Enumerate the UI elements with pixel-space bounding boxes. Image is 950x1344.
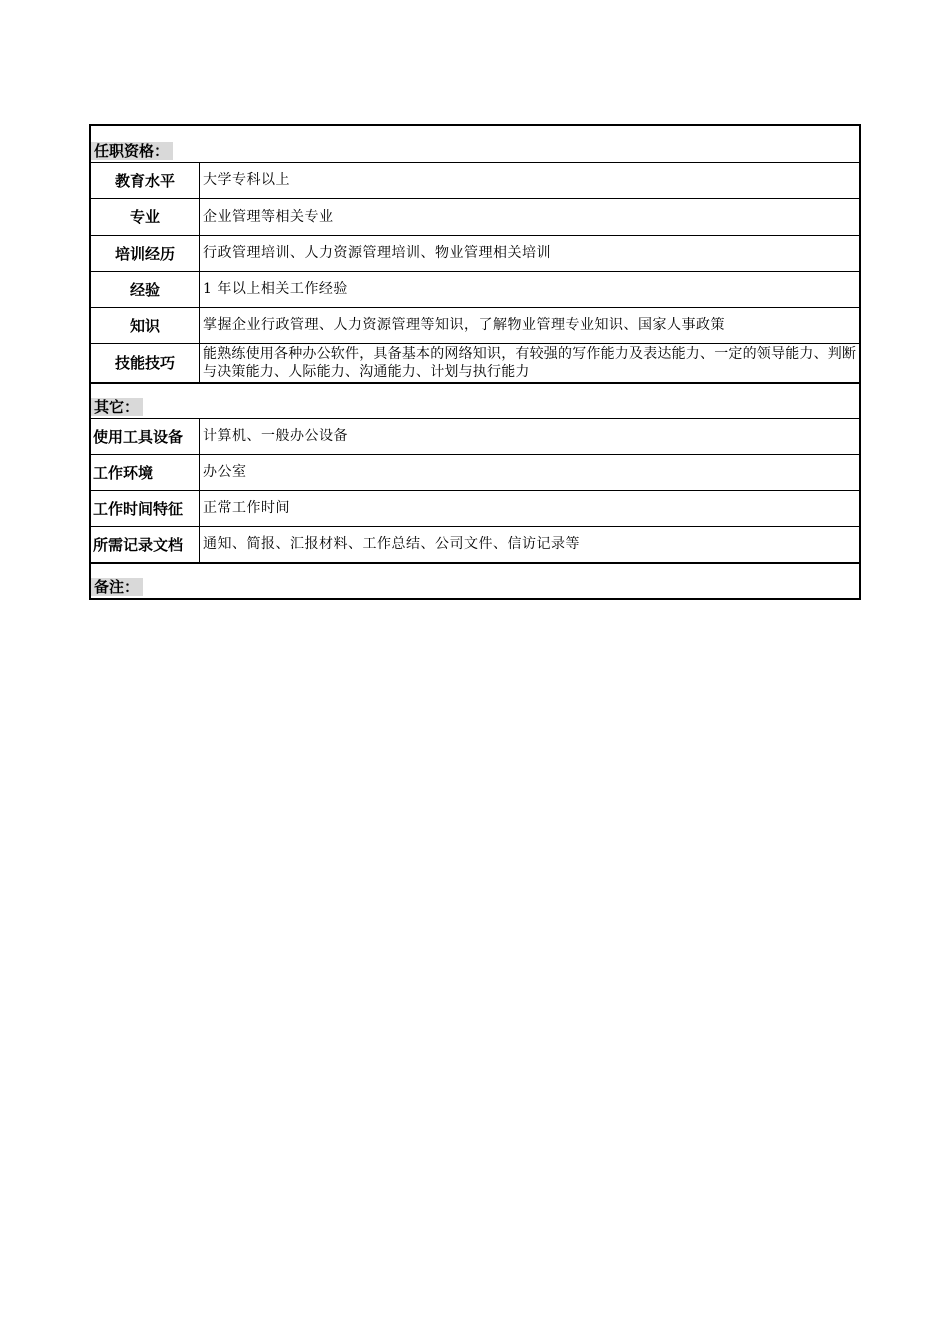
- environment-label: 工作环境: [91, 455, 200, 490]
- work-hours-value: 正常工作时间: [203, 500, 290, 516]
- table-row-experience: [91, 271, 859, 307]
- other-title: 其它：: [91, 398, 143, 416]
- table-row-tools: [91, 418, 859, 454]
- environment-value: 办公室: [203, 464, 247, 480]
- job-requirements-table: [89, 124, 861, 600]
- experience-label: 经验: [91, 272, 200, 307]
- qualifications-section-header: [91, 126, 859, 162]
- remarks-section-header: [91, 562, 859, 598]
- skills-value: 能熟练使用各种办公软件，具备基本的网络知识，有较强的写作能力及表达能力、一定的领导能力、判断与决策能力、人际能力、沟通能力、计划与执行能力: [203, 346, 857, 380]
- skills-label: 技能技巧: [91, 344, 200, 382]
- table-row-education: [91, 162, 859, 198]
- table-row-skills: [91, 343, 859, 382]
- table-row-environment: [91, 454, 859, 490]
- table-row-documents: [91, 526, 859, 562]
- education-label: 教育水平: [91, 163, 200, 198]
- table-row-major: [91, 198, 859, 235]
- training-value: 行政管理培训、人力资源管理培训、物业管理相关培训: [203, 245, 551, 261]
- training-label: 培训经历: [91, 236, 200, 271]
- documents-label: 所需记录文档: [91, 527, 200, 562]
- major-value: 企业管理等相关专业: [203, 208, 334, 225]
- table-row-training: [91, 235, 859, 271]
- table-row-work-hours: [91, 490, 859, 526]
- knowledge-label: 知识: [91, 308, 200, 343]
- tools-label: 使用工具设备: [91, 419, 200, 454]
- knowledge-value: 掌握企业行政管理、人力资源管理等知识，了解物业管理专业知识、国家人事政策: [203, 317, 725, 333]
- education-value: 大学专科以上: [203, 172, 290, 188]
- other-section-header: [91, 382, 859, 418]
- table-row-knowledge: [91, 307, 859, 343]
- work-hours-label: 工作时间特征: [91, 491, 200, 526]
- experience-value: 1 年以上相关工作经验: [203, 281, 348, 297]
- qualifications-title: 任职资格：: [91, 142, 173, 160]
- tools-value: 计算机、一般办公设备: [203, 428, 348, 444]
- documents-value: 通知、简报、汇报材料、工作总结、公司文件、信访记录等: [203, 536, 580, 552]
- major-label: 专业: [91, 199, 200, 235]
- remarks-title: 备注：: [91, 578, 143, 596]
